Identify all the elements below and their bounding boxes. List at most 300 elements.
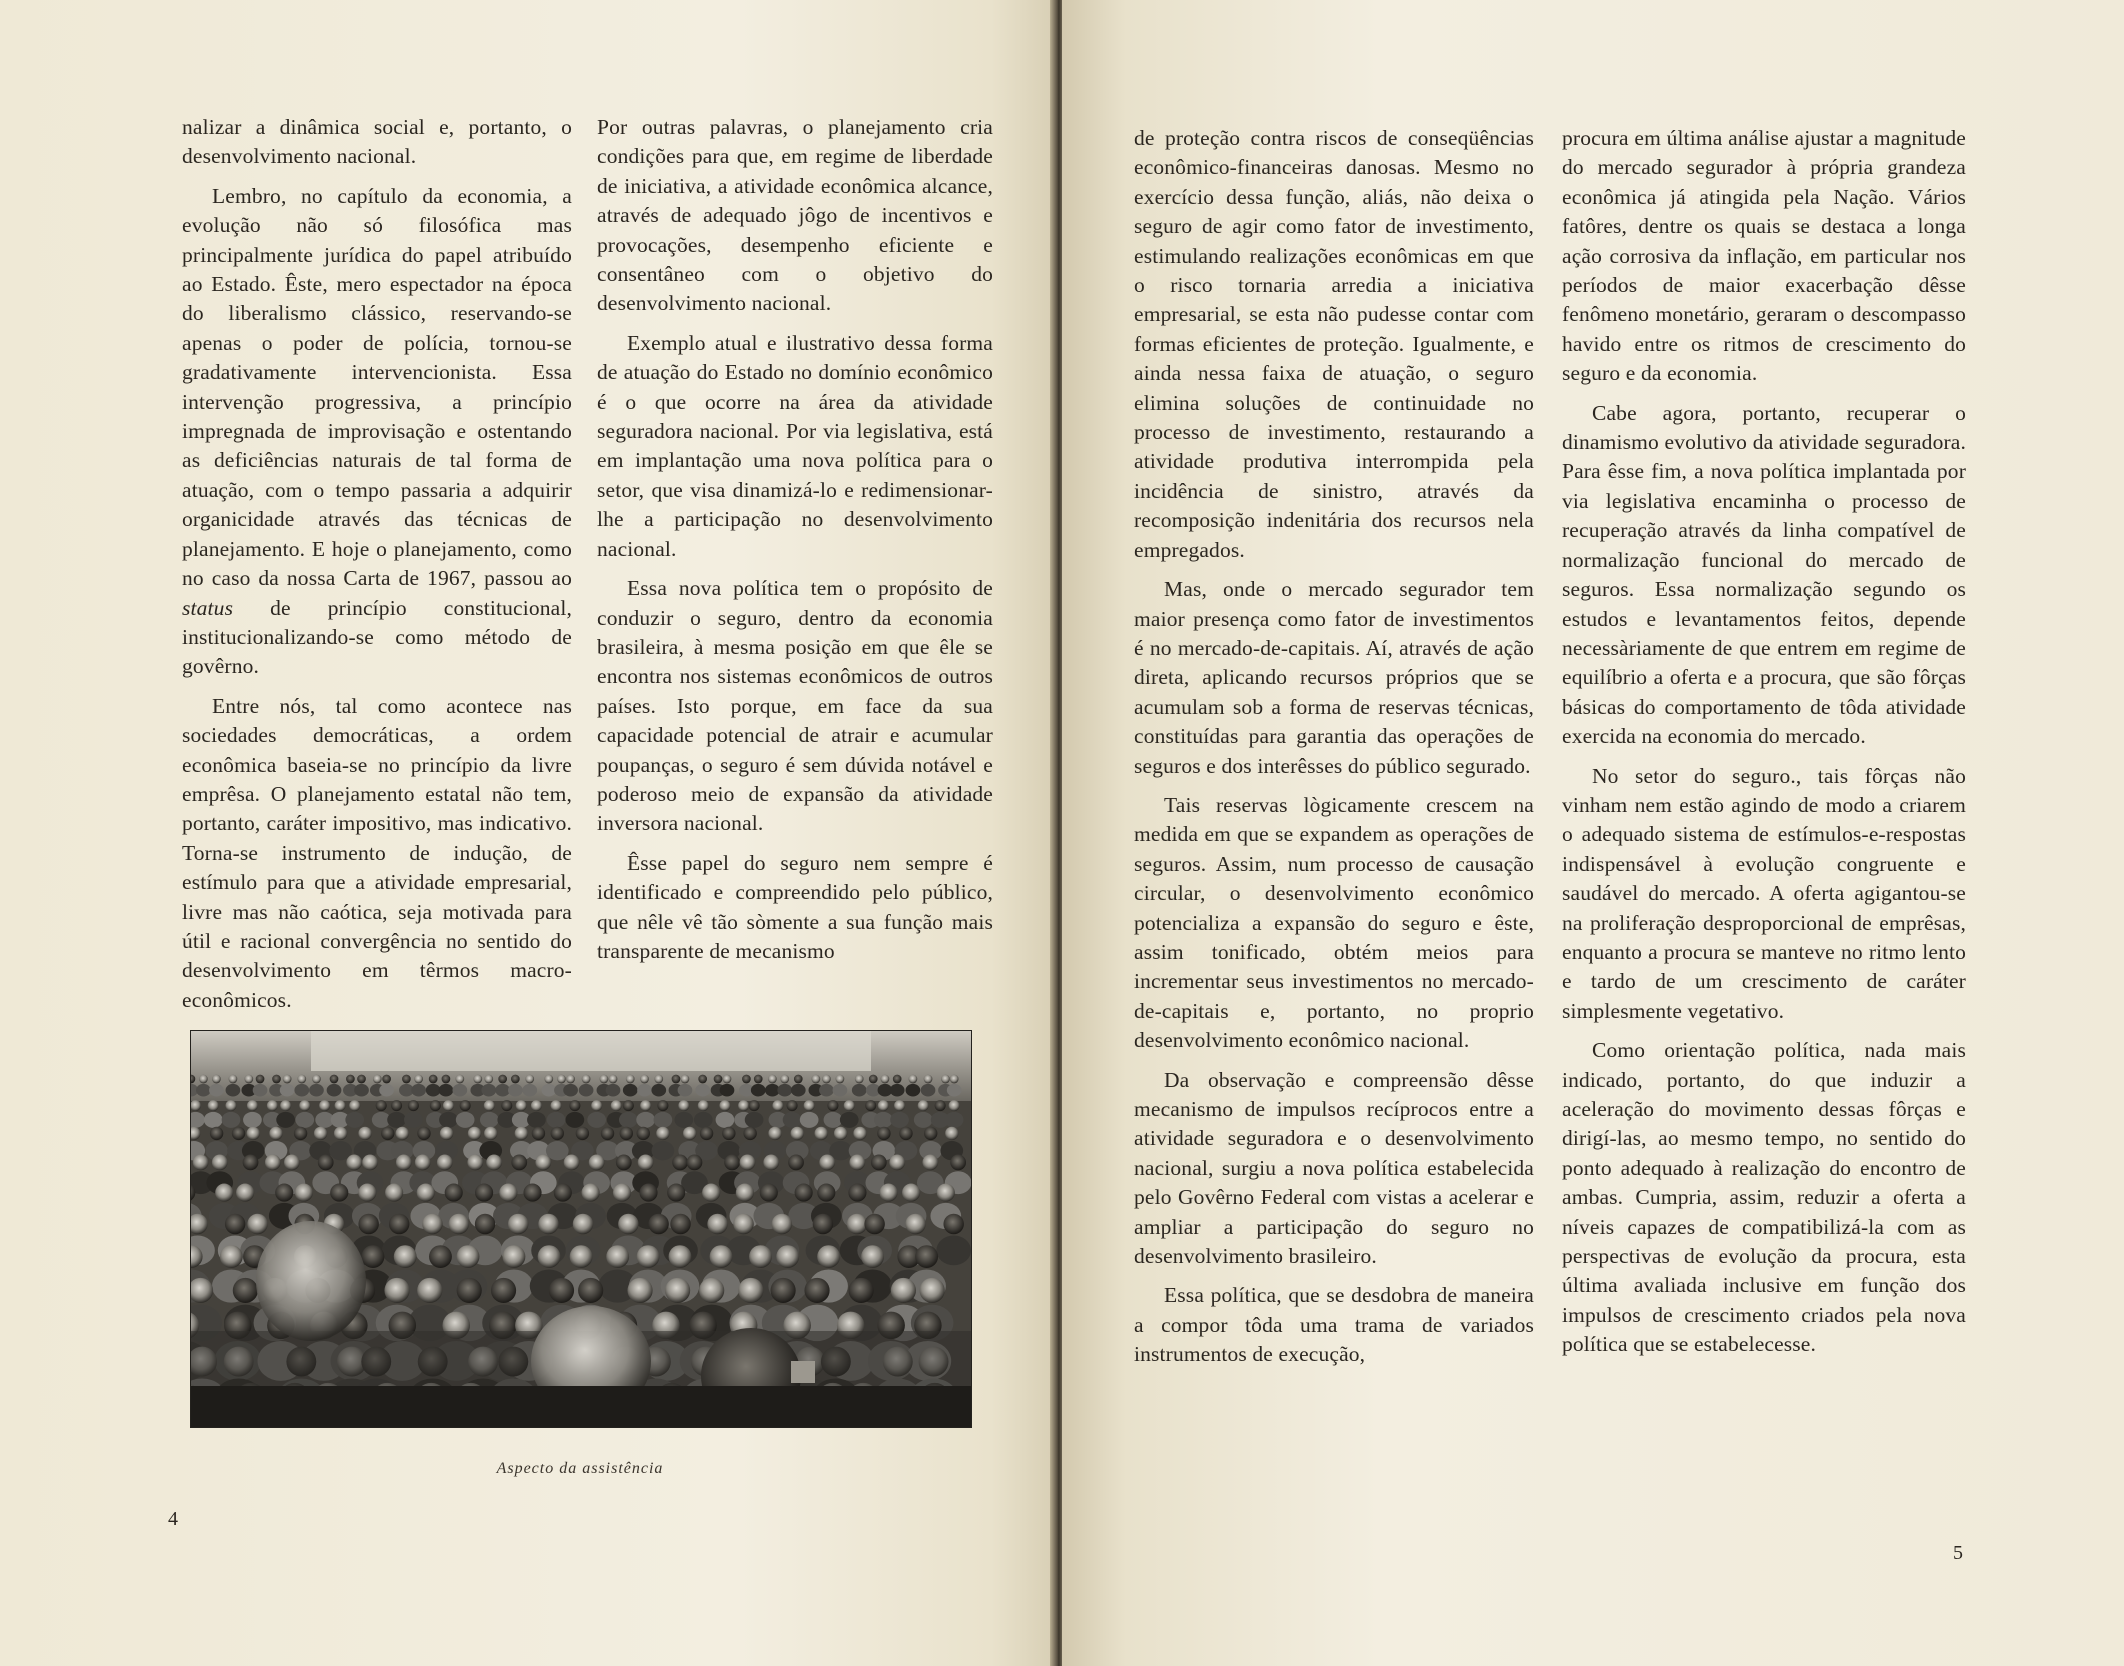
- paragraph: nalizar a dinâmica social e, portanto, o desenvolvimento nacional.: [182, 115, 572, 169]
- crowd-head: [791, 1127, 804, 1140]
- crowd-head: [864, 1214, 884, 1234]
- crowd-figure: [800, 1112, 819, 1128]
- crowd-head: [232, 1127, 245, 1140]
- crowd-head: [707, 1214, 727, 1234]
- crowd-head: [233, 1278, 258, 1303]
- crowd-head: [501, 1100, 512, 1111]
- crowd-head: [297, 1075, 306, 1084]
- crowd-head: [376, 1100, 387, 1111]
- crowd-head: [878, 1100, 889, 1111]
- paragraph: Tais reservas lògicamente crescem na medida em que se expandem as operações de seguros. Assim, num processo de causação circular, o desenvolvimento econômico potencializa a expansão do seguro e êste, assim tonificado, obtém meios para incrementar seus investimentos no mercado-de-capitais e, portanto, no proprio desenvolvimento econômico nacional.: [1134, 792, 1534, 1053]
- left-column-1: [182, 113, 572, 1025]
- crowd-head: [457, 1245, 480, 1268]
- crowd-head: [804, 1278, 829, 1303]
- crowd-head: [918, 1100, 929, 1111]
- crowd-head: [330, 1075, 339, 1084]
- crowd-head: [212, 1155, 228, 1171]
- crowd-head: [220, 1245, 243, 1268]
- crowd-head: [749, 1100, 760, 1111]
- crowd-head: [225, 1214, 245, 1234]
- crowd-head: [330, 1184, 348, 1202]
- crowd-head: [637, 1245, 660, 1268]
- crowd-figure: [716, 1112, 735, 1128]
- crowd-head: [591, 1100, 602, 1111]
- crowd-head: [768, 1127, 781, 1140]
- crowd-head: [358, 1184, 376, 1202]
- crowd-head: [578, 1278, 603, 1303]
- crowd-head: [346, 1075, 355, 1084]
- crowd-head: [672, 1155, 688, 1171]
- crowd-figure: [947, 1084, 962, 1097]
- crowd-head: [935, 1100, 946, 1111]
- crowd-head: [949, 1100, 960, 1111]
- crowd-head: [554, 1184, 572, 1202]
- crowd-head: [538, 1214, 558, 1234]
- crowd-head: [551, 1100, 562, 1111]
- crowd-figure: [404, 1112, 423, 1128]
- crowd-head: [683, 1127, 696, 1140]
- crowd-head: [535, 1155, 551, 1171]
- crowd-head: [722, 1127, 735, 1140]
- crowd-head: [606, 1245, 629, 1268]
- crowd-figure: [819, 1084, 834, 1097]
- crowd-head: [822, 1075, 831, 1084]
- crowd-head: [763, 1155, 779, 1171]
- crowd-figure: [354, 1084, 369, 1097]
- crowd-head: [280, 1100, 291, 1111]
- crowd-figure: [345, 1112, 364, 1128]
- crowd-head: [719, 1100, 730, 1111]
- crowd-head: [208, 1100, 219, 1111]
- crowd-head: [891, 1278, 916, 1303]
- audience-photo-image: [191, 1031, 971, 1427]
- crowd-head: [429, 1245, 452, 1268]
- crowd-head: [861, 1245, 884, 1268]
- crowd-head: [804, 1100, 815, 1111]
- crowd-head: [738, 1278, 763, 1303]
- crowd-head: [817, 1245, 840, 1268]
- crowd-head: [665, 1278, 690, 1303]
- crowd-head: [817, 1184, 835, 1202]
- crowd-head: [795, 1184, 813, 1202]
- crowd-head: [498, 1075, 507, 1084]
- crowd-head: [549, 1278, 574, 1303]
- crowd-figure: [852, 1084, 867, 1097]
- crowd-head: [743, 1127, 756, 1140]
- crowd-head: [736, 1184, 754, 1202]
- crowd-figure: [309, 1084, 324, 1097]
- paragraph: procura em última análise ajustar a magnitude do mercado segurador à própria grandeza econômica já atingida pela Nação. Vários fatôres, dentre os quais se destaca a longa ação corrosiva da inflação, em particular nos períodos de maior exacerbação dêsse fenômeno monetário, geraram o descompasso havido entre os ritmos de crescimento do seguro e da economia.: [1562, 126, 1966, 386]
- crowd-head: [569, 1100, 580, 1111]
- right-column-1: [1134, 124, 1534, 1380]
- paragraph: Por outras palavras, o planejamento cria condições para que, em regime de liberdade de iniciativa, a atividade econômica alcance, através de adequado jôgo de incentivos e provocações, desempenho eficiente e consentâneo com o objetivo do desenvolvimento nacional.: [597, 115, 993, 316]
- crowd-head: [486, 1155, 502, 1171]
- crowd-head: [639, 1184, 657, 1202]
- crowd-head: [941, 1075, 950, 1084]
- crowd-figure: [874, 1112, 893, 1128]
- crowd-figure: [654, 1112, 673, 1128]
- crowd-head: [247, 1127, 260, 1140]
- crowd-head: [922, 1155, 938, 1171]
- crowd-head: [723, 1075, 732, 1084]
- crowd-head: [714, 1075, 723, 1084]
- paragraph: de proteção contra riscos de conseqüências econômico-financeiras danosas. Mesmo no exercício dessa função, aliás, não deixa o seguro de agir como fator de investimento, estimulando realizações econômicas em que o risco tornaria arredia a iniciativa empresarial, se esta não pudesse contar com formas eficientes de proteção. Igualmente, e ainda nessa faixa de atuação, o seguro elimina soluções de continuidade no processo de investimento, restaurando a atividade produtiva interrompida pela incidência de sinistro, através da recomposição indenitária dos recursos nela empregados.: [1134, 126, 1534, 562]
- crowd-figure: [541, 1084, 556, 1097]
- crowd-head: [294, 1127, 307, 1140]
- crowd-head: [440, 1127, 453, 1140]
- crowd-figure: [587, 1112, 606, 1128]
- paragraph: Exemplo atual e ilustrativo dessa forma de atuação do Estado no domínio econômico é o que ocorre na área da atividade seguradora nacional. Por via legislativa, está em implantação uma nova política para o setor, que visa dinamizá-lo e redimensionar-lhe a participação no desenvolvimento nacional.: [597, 330, 993, 561]
- crowd-head: [414, 1075, 423, 1084]
- crowd-head: [667, 1184, 685, 1202]
- crowd-head: [855, 1075, 864, 1084]
- crowd-head: [382, 1075, 391, 1084]
- crowd-head: [702, 1184, 720, 1202]
- photo-caption: Aspecto da assistência: [496, 1460, 664, 1477]
- crowd-figure: [745, 1112, 764, 1128]
- crowd-head: [468, 1127, 481, 1140]
- crowd-figure: [452, 1084, 467, 1097]
- crowd-head: [813, 1214, 833, 1234]
- crowd-head: [212, 1075, 221, 1084]
- crowd-head: [417, 1184, 435, 1202]
- crowd-figure: [253, 1084, 268, 1097]
- crowd-head: [924, 1075, 933, 1084]
- crowd-head: [669, 1245, 692, 1268]
- crowd-figure: [914, 1112, 933, 1128]
- crowd-head: [865, 1100, 876, 1111]
- crowd-figure: [522, 1084, 537, 1097]
- paragraph: Mas, onde o mercado segurador tem maior presença como fator de investimentos é no mercado-de-capitais. Aí, através de ação direta, aplicando recursos próprios que se acumulam sob a forma de reservas técnicas, constituídas para garantia das operações de seguros e dos interêsses do público segurado.: [1134, 577, 1534, 778]
- crowd-head: [457, 1278, 482, 1303]
- crowd-figure: [495, 1084, 510, 1097]
- crowd-figure: [720, 1084, 735, 1097]
- crowd-figure: [547, 1112, 566, 1128]
- crowd-figure: [481, 1084, 496, 1097]
- crowd-head: [417, 1278, 442, 1303]
- crowd-figure: [295, 1112, 314, 1128]
- crowd-head: [768, 1075, 777, 1084]
- crowd-head: [269, 1127, 282, 1140]
- crowd-head: [849, 1278, 874, 1303]
- crowd-head: [618, 1214, 638, 1234]
- crowd-head: [794, 1075, 803, 1084]
- crowd-head: [334, 1127, 347, 1140]
- crowd-head: [422, 1214, 442, 1234]
- crowd-head: [848, 1184, 866, 1202]
- crowd-head: [582, 1075, 591, 1084]
- crowd-head: [889, 1155, 905, 1171]
- crowd-head: [834, 1127, 847, 1140]
- crowd-head: [564, 1155, 580, 1171]
- crowd-head: [515, 1127, 528, 1140]
- crowd-head: [700, 1127, 713, 1140]
- crowd-head: [499, 1184, 517, 1202]
- right-column-2: [1562, 124, 1966, 1370]
- paragraph-text: de princípio constitucional, institucionalizando-se como método de govêrno.: [182, 595, 572, 679]
- crowd-head: [511, 1075, 520, 1084]
- paragraph: Cabe agora, portanto, recuperar o dinamismo evolutivo da atividade seguradora. Para êsse fim, a nova política implantada por via legislativa encaminha o processo de recuperação através da linha compatível de normalização funcional do mercado de seguros. Essa normalização segundo os estudos e levantamentos feitos, depende necessàriamente de que entrem em regime de equilíbrio a oferta e a procura, que são fôrças básicas do comportamento de tôda atividade exercida na economia do mercado.: [1562, 400, 1966, 749]
- crowd-head: [776, 1245, 799, 1268]
- paragraph: [182, 182, 572, 682]
- crowd-head: [724, 1155, 740, 1171]
- crowd-head: [267, 1100, 278, 1111]
- crowd-head: [362, 1155, 378, 1171]
- crowd-head: [449, 1214, 469, 1234]
- crowd-head: [445, 1184, 463, 1202]
- crowd-head: [909, 1075, 918, 1084]
- crowd-head: [905, 1214, 925, 1234]
- crowd-head: [467, 1155, 483, 1171]
- crowd-head: [312, 1075, 321, 1084]
- crowd-head: [484, 1127, 497, 1140]
- crowd-head: [943, 1214, 963, 1234]
- crowd-figure: [777, 1084, 792, 1097]
- crowd-head: [877, 1127, 890, 1140]
- crowd-head: [402, 1075, 411, 1084]
- crowd-figure: [751, 1084, 766, 1097]
- crowd-head: [814, 1127, 827, 1140]
- crowd-head: [275, 1184, 293, 1202]
- crowd-head: [358, 1127, 371, 1140]
- crowd-head: [396, 1155, 412, 1171]
- crowd-head: [511, 1155, 527, 1171]
- crowd-head: [589, 1155, 605, 1171]
- crowd-head: [573, 1214, 593, 1234]
- crowd-head: [272, 1075, 281, 1084]
- crowd-head: [881, 1075, 890, 1084]
- crowd-head: [787, 1100, 798, 1111]
- crowd-head: [357, 1075, 366, 1084]
- crowd-head: [681, 1075, 690, 1084]
- crowd-head: [484, 1075, 493, 1084]
- crowd-head: [616, 1155, 632, 1171]
- crowd-head: [623, 1100, 634, 1111]
- crowd-figure: [906, 1084, 921, 1097]
- crowd-head: [871, 1155, 887, 1171]
- crowd-head: [193, 1155, 209, 1171]
- crowd-head: [256, 1075, 265, 1084]
- crowd-head: [740, 1155, 756, 1171]
- crowd-head: [531, 1100, 542, 1111]
- crowd-head: [853, 1127, 866, 1140]
- paragraph: Entre nós, tal como acontece nas sociedades democráticas, a ordem econômica baseia-se no princípio da livre emprêsa. O planejamento estatal não tem, portanto, caráter impositivo, mas indicativo. Torna-se instrumento de indução, de estímulo para que a atividade empresarial, livre mas não caótica, seja motivada para útil e racional convergência no sentido do desenvolvimento em têrmos macro-econômicos.: [182, 693, 572, 1012]
- crowd-head: [475, 1184, 493, 1202]
- crowd-head: [389, 1214, 409, 1234]
- crowd-head: [442, 1075, 451, 1084]
- crowd-head: [225, 1100, 236, 1111]
- crowd-head: [915, 1245, 938, 1268]
- crowd-figure: [209, 1084, 224, 1097]
- crowd-head: [314, 1127, 327, 1140]
- crowd-head: [812, 1075, 821, 1084]
- audience-photo: [190, 1030, 972, 1428]
- crowd-head: [430, 1100, 441, 1111]
- crowd-figure: [791, 1084, 806, 1097]
- crowd-head: [670, 1214, 690, 1234]
- crowd-head: [210, 1127, 223, 1140]
- crowd-head: [557, 1075, 566, 1084]
- crowd-head: [849, 1155, 865, 1171]
- crowd-head: [391, 1100, 402, 1111]
- crowd-head: [902, 1184, 920, 1202]
- crowd-head: [544, 1075, 553, 1084]
- crowd-head: [508, 1214, 528, 1234]
- crowd-figure: [426, 1084, 441, 1097]
- crowd-head: [247, 1100, 258, 1111]
- crowd-figure: [379, 1084, 394, 1097]
- crowd-head: [284, 1155, 300, 1171]
- crowd-head: [698, 1075, 707, 1084]
- crowd-head: [456, 1075, 465, 1084]
- crowd-head: [318, 1155, 334, 1171]
- crowd-head: [229, 1075, 238, 1084]
- crowd-figure: [243, 1112, 262, 1128]
- crowd-head: [749, 1245, 772, 1268]
- crowd-head: [570, 1245, 593, 1268]
- crowd-figure: [623, 1084, 638, 1097]
- crowd-figure: [921, 1084, 936, 1097]
- crowd-figure: [636, 1112, 655, 1128]
- crowd-head: [358, 1214, 378, 1234]
- crowd-head: [698, 1100, 709, 1111]
- crowd-head: [869, 1075, 878, 1084]
- crowd-head: [538, 1245, 561, 1268]
- crowd-head: [475, 1214, 495, 1234]
- crowd-figure: [936, 1236, 971, 1266]
- crowd-head: [640, 1075, 649, 1084]
- crowd-figure: [674, 1112, 693, 1128]
- crowd-figure: [945, 1112, 964, 1128]
- crowd-figure: [890, 1084, 905, 1097]
- crowd-head: [772, 1214, 792, 1234]
- crowd-head: [437, 1155, 453, 1171]
- crowd-figure: [840, 1112, 859, 1128]
- crowd-head: [637, 1127, 650, 1140]
- crowd-head: [525, 1075, 534, 1084]
- crowd-head: [627, 1278, 652, 1303]
- crowd-head: [265, 1155, 281, 1171]
- crowd-figure: [439, 1084, 454, 1097]
- crowd-head: [394, 1245, 417, 1268]
- crowd-head: [844, 1100, 855, 1111]
- crowd-head: [924, 1127, 937, 1140]
- crowd-head: [199, 1075, 208, 1084]
- crowd-head: [780, 1075, 789, 1084]
- crowd-head: [937, 1184, 955, 1202]
- crowd-head: [215, 1184, 233, 1202]
- crowd-head: [247, 1214, 267, 1234]
- crowd-head: [678, 1100, 689, 1111]
- crowd-head: [788, 1155, 804, 1171]
- crowd-figure: [527, 1112, 546, 1128]
- crowd-head: [771, 1278, 796, 1303]
- crowd-figure: [678, 1084, 693, 1097]
- crowd-figure: [694, 1112, 713, 1128]
- crowd-head: [609, 1075, 618, 1084]
- crowd-figure: [563, 1084, 578, 1097]
- crowd-figure: [276, 1112, 295, 1128]
- crowd-figure: [480, 1112, 499, 1128]
- crowd-figure: [651, 1084, 666, 1097]
- crowd-head: [657, 1100, 668, 1111]
- crowd-head: [672, 1075, 681, 1084]
- crowd-head: [656, 1127, 669, 1140]
- crowd-figure: [294, 1084, 309, 1097]
- crowd-figure: [226, 1084, 241, 1097]
- crowd-head: [503, 1245, 526, 1268]
- crowd-head: [516, 1100, 527, 1111]
- italic-term: status: [182, 595, 234, 620]
- crowd-figure: [783, 1112, 802, 1128]
- crowd-head: [429, 1075, 438, 1084]
- right-page: [1062, 0, 2124, 1666]
- crowd-head: [920, 1278, 945, 1303]
- crowd-head: [626, 1075, 635, 1084]
- crowd-head: [299, 1100, 310, 1111]
- crowd-figure: [508, 1084, 523, 1097]
- paragraph: Como orientação política, nada mais indicado, portanto, do que induzir a aceleração do movimento dessas fôrças e dirigí-las, ao mesmo tempo, no sentido do ponto adequado à realização do encontro de ambas. Cumpria, assim, reduzir a oferta a níveis capazes de compatibilizá-la com as perspectivas de evolução da procura, esta última avaliada inclusive em função dos impulsos de crescimento criados pela nova política que se estabelecesse.: [1562, 1038, 1966, 1357]
- crowd-head: [772, 1100, 783, 1111]
- crowd-figure: [439, 1112, 458, 1128]
- crowd-head: [532, 1127, 545, 1140]
- crowd-head: [847, 1214, 867, 1234]
- crowd-head: [687, 1155, 703, 1171]
- crowd-head: [760, 1184, 778, 1202]
- crowd-figure: [890, 1112, 909, 1128]
- crowd-head: [408, 1100, 419, 1111]
- crowd-head: [699, 1278, 724, 1303]
- crowd-figure: [579, 1084, 594, 1097]
- crowd-head: [319, 1100, 330, 1111]
- crowd-head: [443, 1100, 454, 1111]
- crowd-head: [460, 1100, 471, 1111]
- left-column-2: [597, 113, 993, 976]
- crowd-figure: [824, 1112, 843, 1128]
- paragraph: Essa nova política tem o propósito de conduzir o seguro, dentro da economia brasileira, à mesma posição em que êle se encontra nos sistemas econômicos de outros países. Isto porque, em face da sua capacidade potencial de atrair e acumular poupanças, o seguro é sem dúvida notável e poderoso meio de expansão da atividade inversora nacional.: [597, 576, 993, 836]
- crowd-head: [381, 1127, 394, 1140]
- crowd-head: [899, 1127, 912, 1140]
- crowd-head: [582, 1184, 600, 1202]
- paragraph: Da observação e compreensão dêsse mecanismo de impulsos recíprocos entre a atividade seguradora e o desenvolvimento nacional, surgiu a nova política estabelecida pelo Govêrno Federal com vistas a acelerar e ampliar a participação do seguro no desenvolvimento brasileiro.: [1134, 1067, 1534, 1269]
- crowd-head: [523, 1184, 541, 1202]
- page-number: 4: [168, 1508, 178, 1530]
- crowd-figure: [652, 1141, 675, 1160]
- crowd-head: [950, 1075, 959, 1084]
- crowd-head: [491, 1278, 516, 1303]
- crowd-head: [894, 1100, 905, 1111]
- crowd-head: [950, 1155, 966, 1171]
- page-number: 5: [1953, 1542, 1963, 1564]
- crowd-figure: [222, 1112, 241, 1128]
- crowd-figure: [566, 1112, 585, 1128]
- crowd-figure: [327, 1084, 342, 1097]
- crowd-head: [349, 1100, 360, 1111]
- crowd-head: [738, 1100, 749, 1111]
- crowd-head: [385, 1184, 403, 1202]
- crowd-head: [244, 1075, 253, 1084]
- crowd-figure: [196, 1084, 211, 1097]
- crowd-figure: [280, 1084, 295, 1097]
- crowd-head: [243, 1155, 259, 1171]
- crowd-head: [893, 1075, 902, 1084]
- crowd-head: [362, 1245, 385, 1268]
- crowd-head: [648, 1214, 668, 1234]
- left-page: [0, 0, 1054, 1666]
- crowd-figure: [204, 1112, 223, 1128]
- crowd-head: [576, 1127, 589, 1140]
- paragraph: Essa política, que se desdobra de maneira a compor tôda uma trama de variados instrumentos de execução,: [1134, 1283, 1534, 1367]
